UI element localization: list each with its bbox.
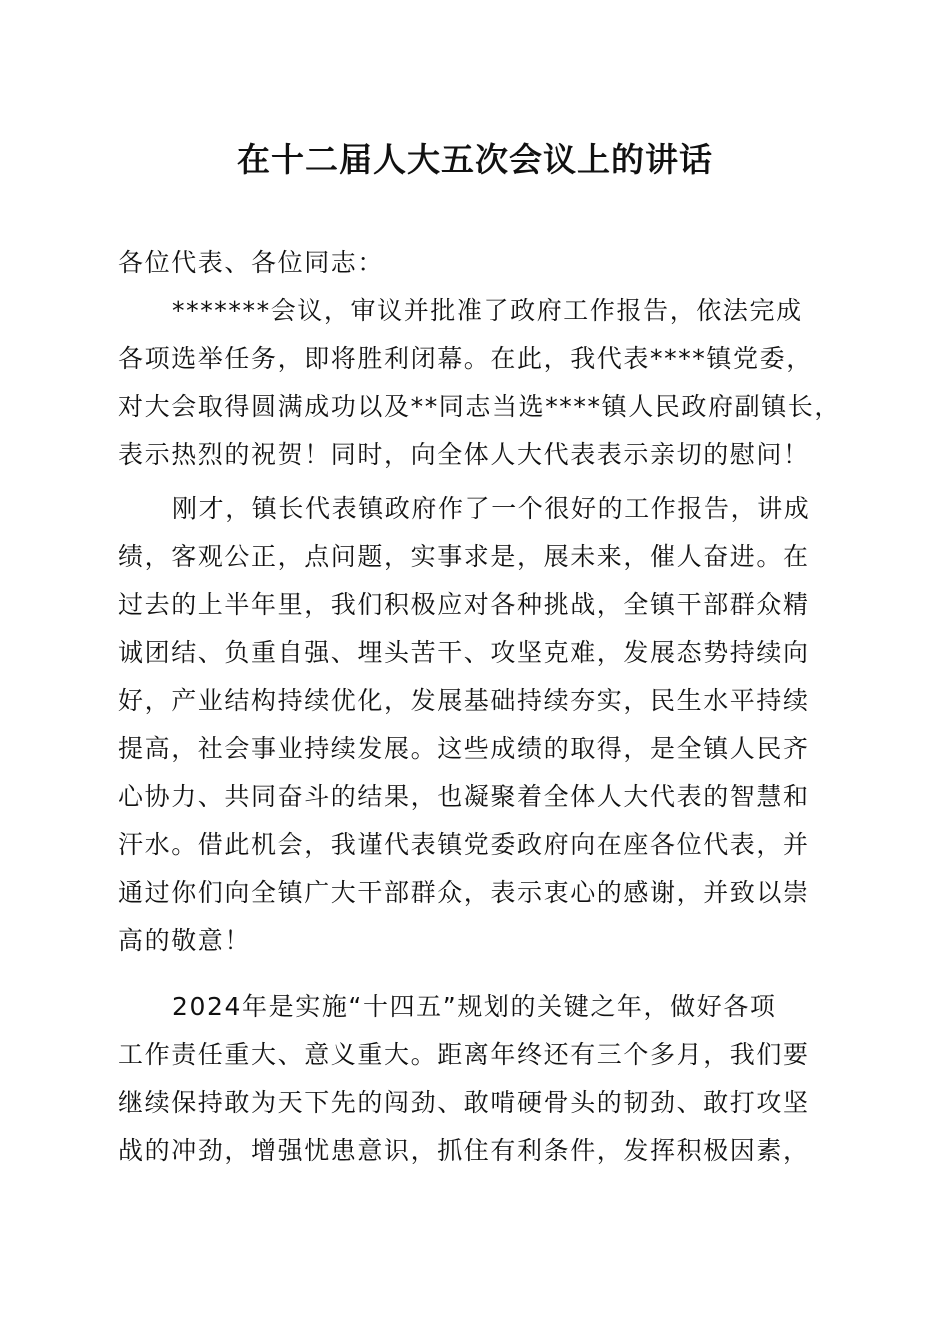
paragraph-line: 战的冲劲，增强忧患意识，抓住有利条件，发挥积极因素， [118,1136,810,1165]
paragraph-line: 工作责任重大、意义重大。距离年终还有三个多月，我们要 [118,1040,810,1069]
paragraph-line: 好，产业结构持续优化，发展基础持续夯实，民生水平持续 [118,686,810,715]
paragraph-line: 各项选举任务，即将胜利闭幕。在此，我代表****镇党委， [118,344,813,373]
paragraph-line: 提高，社会事业持续发展。这些成绩的取得，是全镇人民齐 [118,734,810,763]
paragraph-line: 汗水。借此机会，我谨代表镇党委政府向在座各位代表，并 [118,830,810,859]
document-title: 在十二届人大五次会议上的讲话 [237,140,713,179]
paragraph-line: 诚团结、负重自强、埋头苦干、攻坚克难，发展态势持续向 [118,638,810,667]
paragraph-line: *******会议，审议并批准了政府工作报告，依法完成 [172,296,803,325]
paragraph-line: 2024年是实施“十四五”规划的关键之年，做好各项 [172,992,777,1021]
salutation: 各位代表、各位同志： [118,248,385,277]
paragraph-line: 通过你们向全镇广大干部群众，表示衷心的感谢，并致以崇 [118,878,810,907]
paragraph-line: 表示热烈的祝贺！同时，向全体人大代表表示亲切的慰问！ [118,440,810,469]
paragraph-line: 心协力、共同奋斗的结果，也凝聚着全体人大代表的智慧和 [118,782,810,811]
paragraph-line: 继续保持敢为天下先的闯劲、敢啃硬骨头的韧劲、敢打攻坚 [118,1088,810,1117]
paragraph-line: 高的敬意！ [118,926,252,955]
paragraph-line: 刚才，镇长代表镇政府作了一个很好的工作报告，讲成 [172,494,811,523]
paragraph-line: 过去的上半年里，我们积极应对各种挑战，全镇干部群众精 [118,590,810,619]
paragraph-line: 对大会取得圆满成功以及**同志当选****镇人民政府副镇长， [118,392,842,421]
paragraph-line: 绩，客观公正，点问题，实事求是，展未来，催人奋进。在 [118,542,810,571]
